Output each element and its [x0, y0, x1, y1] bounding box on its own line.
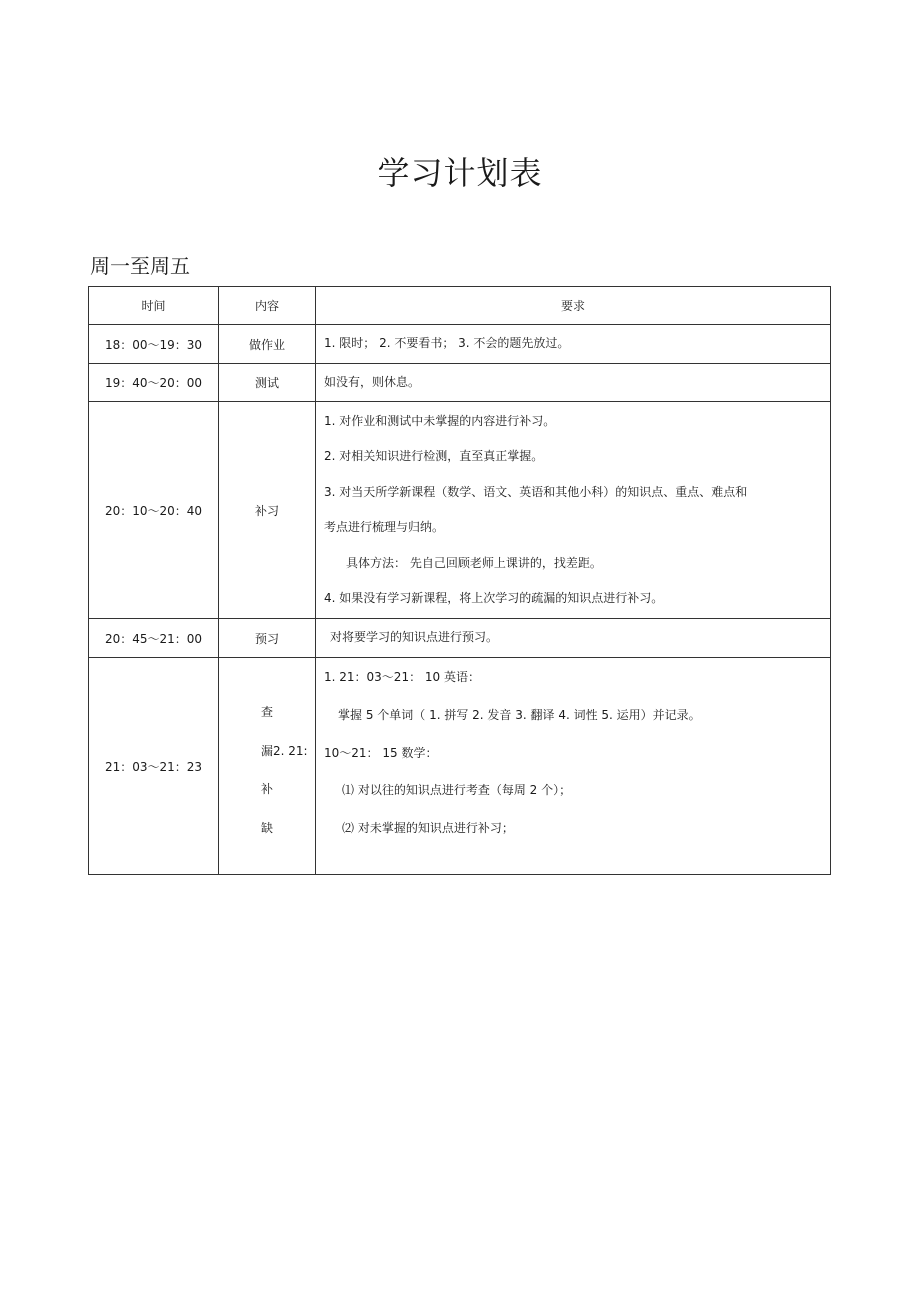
header-content: 内容 [219, 287, 316, 325]
requirement-line: 3. 对当天所学新课程（数学、语文、英语和其他小科）的知识点、重点、难点和 [324, 484, 748, 499]
table-row [89, 658, 831, 875]
content-char: 补 [261, 782, 274, 796]
requirement-cell [316, 402, 831, 619]
time-cell: 18：00～19：30 [89, 325, 219, 364]
requirement-line: 2. 对相关知识进行检测，直至真正掌握。 [324, 449, 544, 463]
requirement-line: 掌握 5 个单词（ 1. 拼写 2. 发音 3. 翻译 4. 词性 5. 运用）并记录。 [338, 708, 701, 722]
header-requirements: 要求 [316, 287, 831, 325]
requirement-line: 1. 21：03～21： 10 英语： [324, 670, 480, 684]
table-row [89, 619, 831, 658]
time-cell: 19：40～20：00 [89, 364, 219, 402]
requirement-line: 考点进行梳理与归纳。 [324, 520, 445, 534]
table-row [89, 325, 831, 364]
content-cell: 预习 [219, 619, 316, 658]
requirement-line: 10～21： 15 数学： [324, 746, 438, 760]
time-cell: 21：03～21：23 [89, 658, 219, 875]
header-time: 时间 [89, 287, 219, 325]
requirement-line: ⑵ 对未掌握的知识点进行补习； [342, 821, 514, 835]
requirement-line: ⑴ 对以往的知识点进行考查（每周 2 个）； [342, 783, 572, 797]
requirement-line: 对将要学习的知识点进行预习。 [330, 630, 499, 645]
study-plan-table [88, 286, 831, 875]
requirement-cell [316, 658, 831, 875]
requirement-line: 1. 限时； 2. 不要看书； 3. 不会的题先放过。 [324, 336, 570, 351]
content-char: 查 [261, 705, 274, 719]
requirement-line: 如没有，则休息。 [324, 374, 421, 389]
requirement-line: 4. 如果没有学习新课程，将上次学习的疏漏的知识点进行补习。 [324, 591, 664, 605]
content-cell: 测试 [219, 364, 316, 402]
table-row [89, 402, 831, 619]
content-char: 漏2. 21: [261, 743, 308, 758]
requirement-cell [316, 619, 831, 658]
table-row [89, 364, 831, 402]
table-header-row [89, 287, 831, 325]
document-title: 学习计划表 [377, 154, 543, 192]
requirement-cell [316, 325, 831, 364]
requirement-line: 具体方法： 先自己回顾老师上课讲的，找差距。 [346, 555, 602, 570]
content-cell [219, 658, 316, 875]
content-cell: 补习 [219, 402, 316, 619]
requirement-cell [316, 364, 831, 402]
content-cell: 做作业 [219, 325, 316, 364]
time-cell: 20：45～21：00 [89, 619, 219, 658]
content-char: 缺 [261, 820, 274, 835]
requirement-line: 1. 对作业和测试中未掌握的内容进行补习。 [324, 413, 556, 428]
time-cell: 20：10～20：40 [89, 402, 219, 619]
section-title: 周一至周五 [90, 254, 190, 278]
